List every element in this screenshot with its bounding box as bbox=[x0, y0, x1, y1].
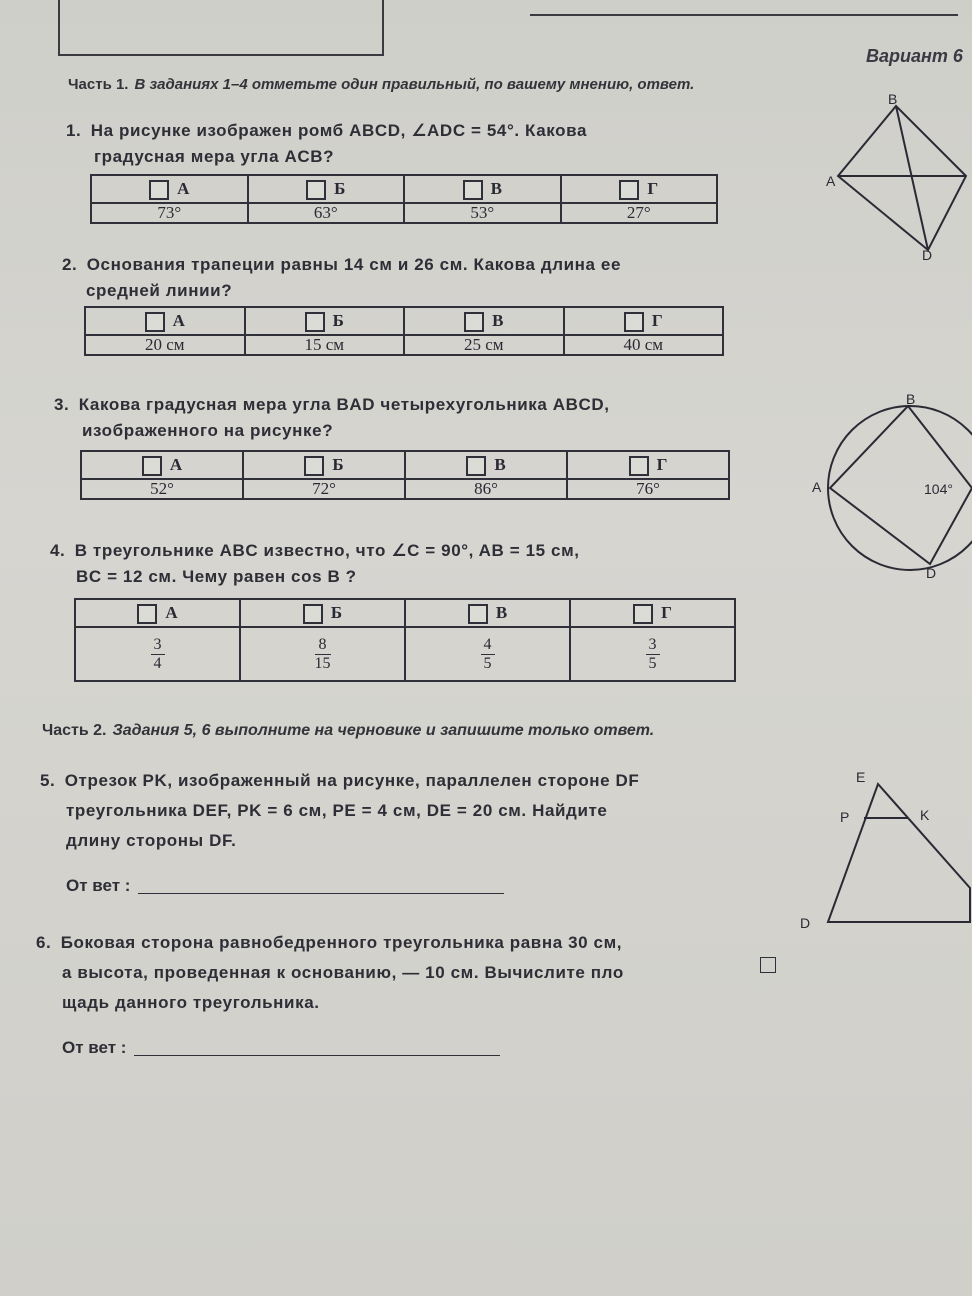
answer-label: От вет : bbox=[62, 1038, 127, 1057]
task-text-line: треугольника DEF, PK = 6 см, PE = 4 см, DE = 20 см. Найдите bbox=[66, 801, 608, 820]
option-value bbox=[240, 627, 405, 681]
option-value: 53° bbox=[404, 203, 561, 223]
option-letter: Б bbox=[334, 179, 346, 199]
vertex-label: P bbox=[840, 809, 850, 825]
option-value: 72° bbox=[243, 479, 405, 499]
vertex-label: D bbox=[800, 915, 811, 931]
rhombus-figure bbox=[826, 91, 972, 264]
option-v[interactable] bbox=[404, 175, 561, 203]
task-4 bbox=[50, 538, 580, 590]
checkbox[interactable] bbox=[466, 456, 486, 476]
option-letter: Г bbox=[661, 603, 672, 623]
answer-input[interactable] bbox=[134, 1055, 500, 1056]
vertex-label: B bbox=[888, 91, 898, 107]
task-6 bbox=[36, 928, 624, 1018]
task-number: 5. bbox=[40, 771, 56, 790]
checkbox[interactable] bbox=[137, 604, 157, 624]
task-number: 1. bbox=[66, 121, 82, 140]
option-v[interactable] bbox=[405, 451, 567, 479]
option-letter: А bbox=[165, 603, 178, 623]
option-letter: В bbox=[492, 311, 504, 331]
fraction-numerator: 3 bbox=[151, 636, 165, 655]
answer-label: От вет : bbox=[66, 876, 131, 895]
checkbox[interactable] bbox=[464, 312, 484, 332]
fraction-numerator: 4 bbox=[481, 636, 495, 655]
option-letter: В bbox=[490, 179, 502, 199]
option-a[interactable] bbox=[75, 599, 240, 627]
checkbox[interactable] bbox=[624, 312, 644, 332]
option-letter: Г bbox=[647, 179, 659, 199]
option-b[interactable] bbox=[248, 175, 405, 203]
option-value: 20 см bbox=[85, 335, 245, 355]
part1-instruction: В заданиях 1–4 отметьте один правильный, по вашему мнению, ответ. bbox=[134, 76, 695, 93]
vertex-label: D bbox=[922, 247, 933, 263]
option-value: 73° bbox=[91, 203, 248, 223]
checkbox[interactable] bbox=[149, 180, 169, 200]
option-letter: А bbox=[169, 455, 183, 475]
part2-instruction: Задания 5, 6 выполните на черновике и запишите только ответ. bbox=[112, 722, 655, 739]
option-v[interactable] bbox=[405, 599, 570, 627]
task-text-line: а высота, проведенная к основанию, — 10 см. Вычислите пло bbox=[62, 963, 624, 982]
checkbox[interactable] bbox=[306, 180, 326, 200]
option-letter: Б bbox=[330, 603, 343, 623]
variant-label: Вариант 6 bbox=[866, 46, 963, 66]
option-letter: Б bbox=[332, 311, 344, 331]
checkbox[interactable] bbox=[468, 604, 488, 624]
vertex-label: B bbox=[906, 391, 916, 407]
task-text-line: градусная мера угла ACB? bbox=[94, 147, 335, 166]
option-a[interactable] bbox=[81, 451, 243, 479]
triangle-outline bbox=[828, 784, 970, 922]
option-b[interactable] bbox=[240, 599, 405, 627]
answer-6 bbox=[62, 1038, 500, 1058]
vertex-label: A bbox=[826, 173, 836, 189]
header-box bbox=[58, 0, 384, 56]
option-letter: Г bbox=[656, 455, 668, 475]
option-value bbox=[75, 627, 240, 681]
task-text-line: Отрезок PK, изображенный на рисунке, параллелен стороне DF bbox=[64, 771, 640, 790]
checkbox-icon bbox=[760, 957, 776, 973]
rhombus-outline bbox=[838, 106, 966, 250]
checkbox[interactable] bbox=[629, 456, 649, 476]
option-g[interactable] bbox=[564, 307, 724, 335]
part2-heading bbox=[42, 722, 654, 740]
checkbox[interactable] bbox=[145, 312, 165, 332]
task-number: 3. bbox=[54, 395, 70, 414]
vertex-label: A bbox=[812, 479, 822, 495]
option-g[interactable] bbox=[567, 451, 729, 479]
option-v[interactable] bbox=[404, 307, 564, 335]
part2-label: Часть 2. bbox=[42, 722, 107, 739]
option-letter: А bbox=[172, 311, 185, 331]
checkbox[interactable] bbox=[305, 312, 325, 332]
part1-heading bbox=[68, 76, 694, 93]
task-text-line: Боковая сторона равнобедренного треугольника равна 30 см, bbox=[60, 933, 623, 952]
answer-input[interactable] bbox=[138, 893, 504, 894]
checkbox[interactable] bbox=[463, 180, 483, 200]
task-text-line: BC = 12 см. Чему равен cos B ? bbox=[76, 567, 357, 586]
task-text-line: Основания трапеции равны 14 см и 26 см. Какова длина ее bbox=[86, 255, 622, 274]
fraction-denominator: 5 bbox=[648, 654, 657, 672]
circle-figure bbox=[812, 391, 972, 586]
option-value: 40 см bbox=[564, 335, 724, 355]
option-letter: В bbox=[495, 603, 508, 623]
answer-table-3 bbox=[80, 450, 730, 500]
option-value: 52° bbox=[81, 479, 243, 499]
checkbox[interactable] bbox=[304, 456, 324, 476]
option-value bbox=[405, 627, 570, 681]
task-3 bbox=[54, 392, 610, 444]
answer-5 bbox=[66, 876, 504, 896]
vertex-label: E bbox=[856, 769, 866, 785]
task-text-line: изображенного на рисунке? bbox=[82, 421, 334, 440]
fraction-denominator: 15 bbox=[314, 654, 331, 672]
answer-table-4 bbox=[74, 598, 736, 682]
task-text-line: Какова градусная мера угла BAD четырехугольника ABCD, bbox=[78, 395, 610, 414]
task-text-line: На рисунке изображен ромб ABCD, ∠ADC = 54°. Какова bbox=[90, 121, 588, 140]
option-value: 27° bbox=[561, 203, 718, 223]
option-value: 63° bbox=[248, 203, 405, 223]
fraction-denominator: 5 bbox=[483, 654, 492, 672]
option-letter: А bbox=[177, 179, 190, 199]
triangle-figure bbox=[800, 768, 972, 938]
fraction-denominator: 4 bbox=[153, 654, 162, 672]
option-value: 76° bbox=[567, 479, 729, 499]
checkbox[interactable] bbox=[303, 604, 323, 624]
option-g[interactable] bbox=[570, 599, 735, 627]
checkbox[interactable] bbox=[619, 180, 639, 200]
task-number: 2. bbox=[62, 255, 78, 274]
option-letter: В bbox=[494, 455, 506, 475]
vertex-label: K bbox=[920, 807, 930, 823]
task-number: 6. bbox=[36, 933, 52, 952]
task-5 bbox=[40, 766, 639, 856]
option-a[interactable] bbox=[85, 307, 245, 335]
task-1 bbox=[66, 118, 587, 170]
option-letter: Б bbox=[332, 455, 344, 475]
answer-table-2 bbox=[84, 306, 724, 356]
option-value bbox=[570, 627, 735, 681]
task-2 bbox=[62, 252, 621, 304]
task-text-line: длину стороны DF. bbox=[66, 831, 237, 850]
task-text-line: средней линии? bbox=[86, 281, 233, 300]
checkbox[interactable] bbox=[633, 604, 653, 624]
checkbox[interactable] bbox=[142, 456, 162, 476]
fraction-numerator: 3 bbox=[646, 636, 660, 655]
task-number: 4. bbox=[50, 541, 66, 560]
option-b[interactable] bbox=[245, 307, 405, 335]
answer-table-1 bbox=[90, 174, 718, 224]
option-g[interactable] bbox=[561, 175, 718, 203]
header-line bbox=[530, 14, 958, 16]
option-letter: Г bbox=[651, 311, 663, 331]
option-b[interactable] bbox=[243, 451, 405, 479]
option-value: 15 см bbox=[245, 335, 405, 355]
task-text-line: щадь данного треугольника. bbox=[62, 993, 320, 1012]
task-text-line: В треугольнике ABC известно, что ∠C = 90°, AB = 15 см, bbox=[74, 541, 580, 560]
angle-label: 104° bbox=[924, 481, 953, 497]
vertex-label: D bbox=[926, 565, 937, 581]
option-value: 86° bbox=[405, 479, 567, 499]
part1-label: Часть 1. bbox=[68, 76, 129, 93]
option-value: 25 см bbox=[404, 335, 564, 355]
fraction-numerator: 8 bbox=[315, 636, 331, 655]
option-a[interactable] bbox=[91, 175, 248, 203]
